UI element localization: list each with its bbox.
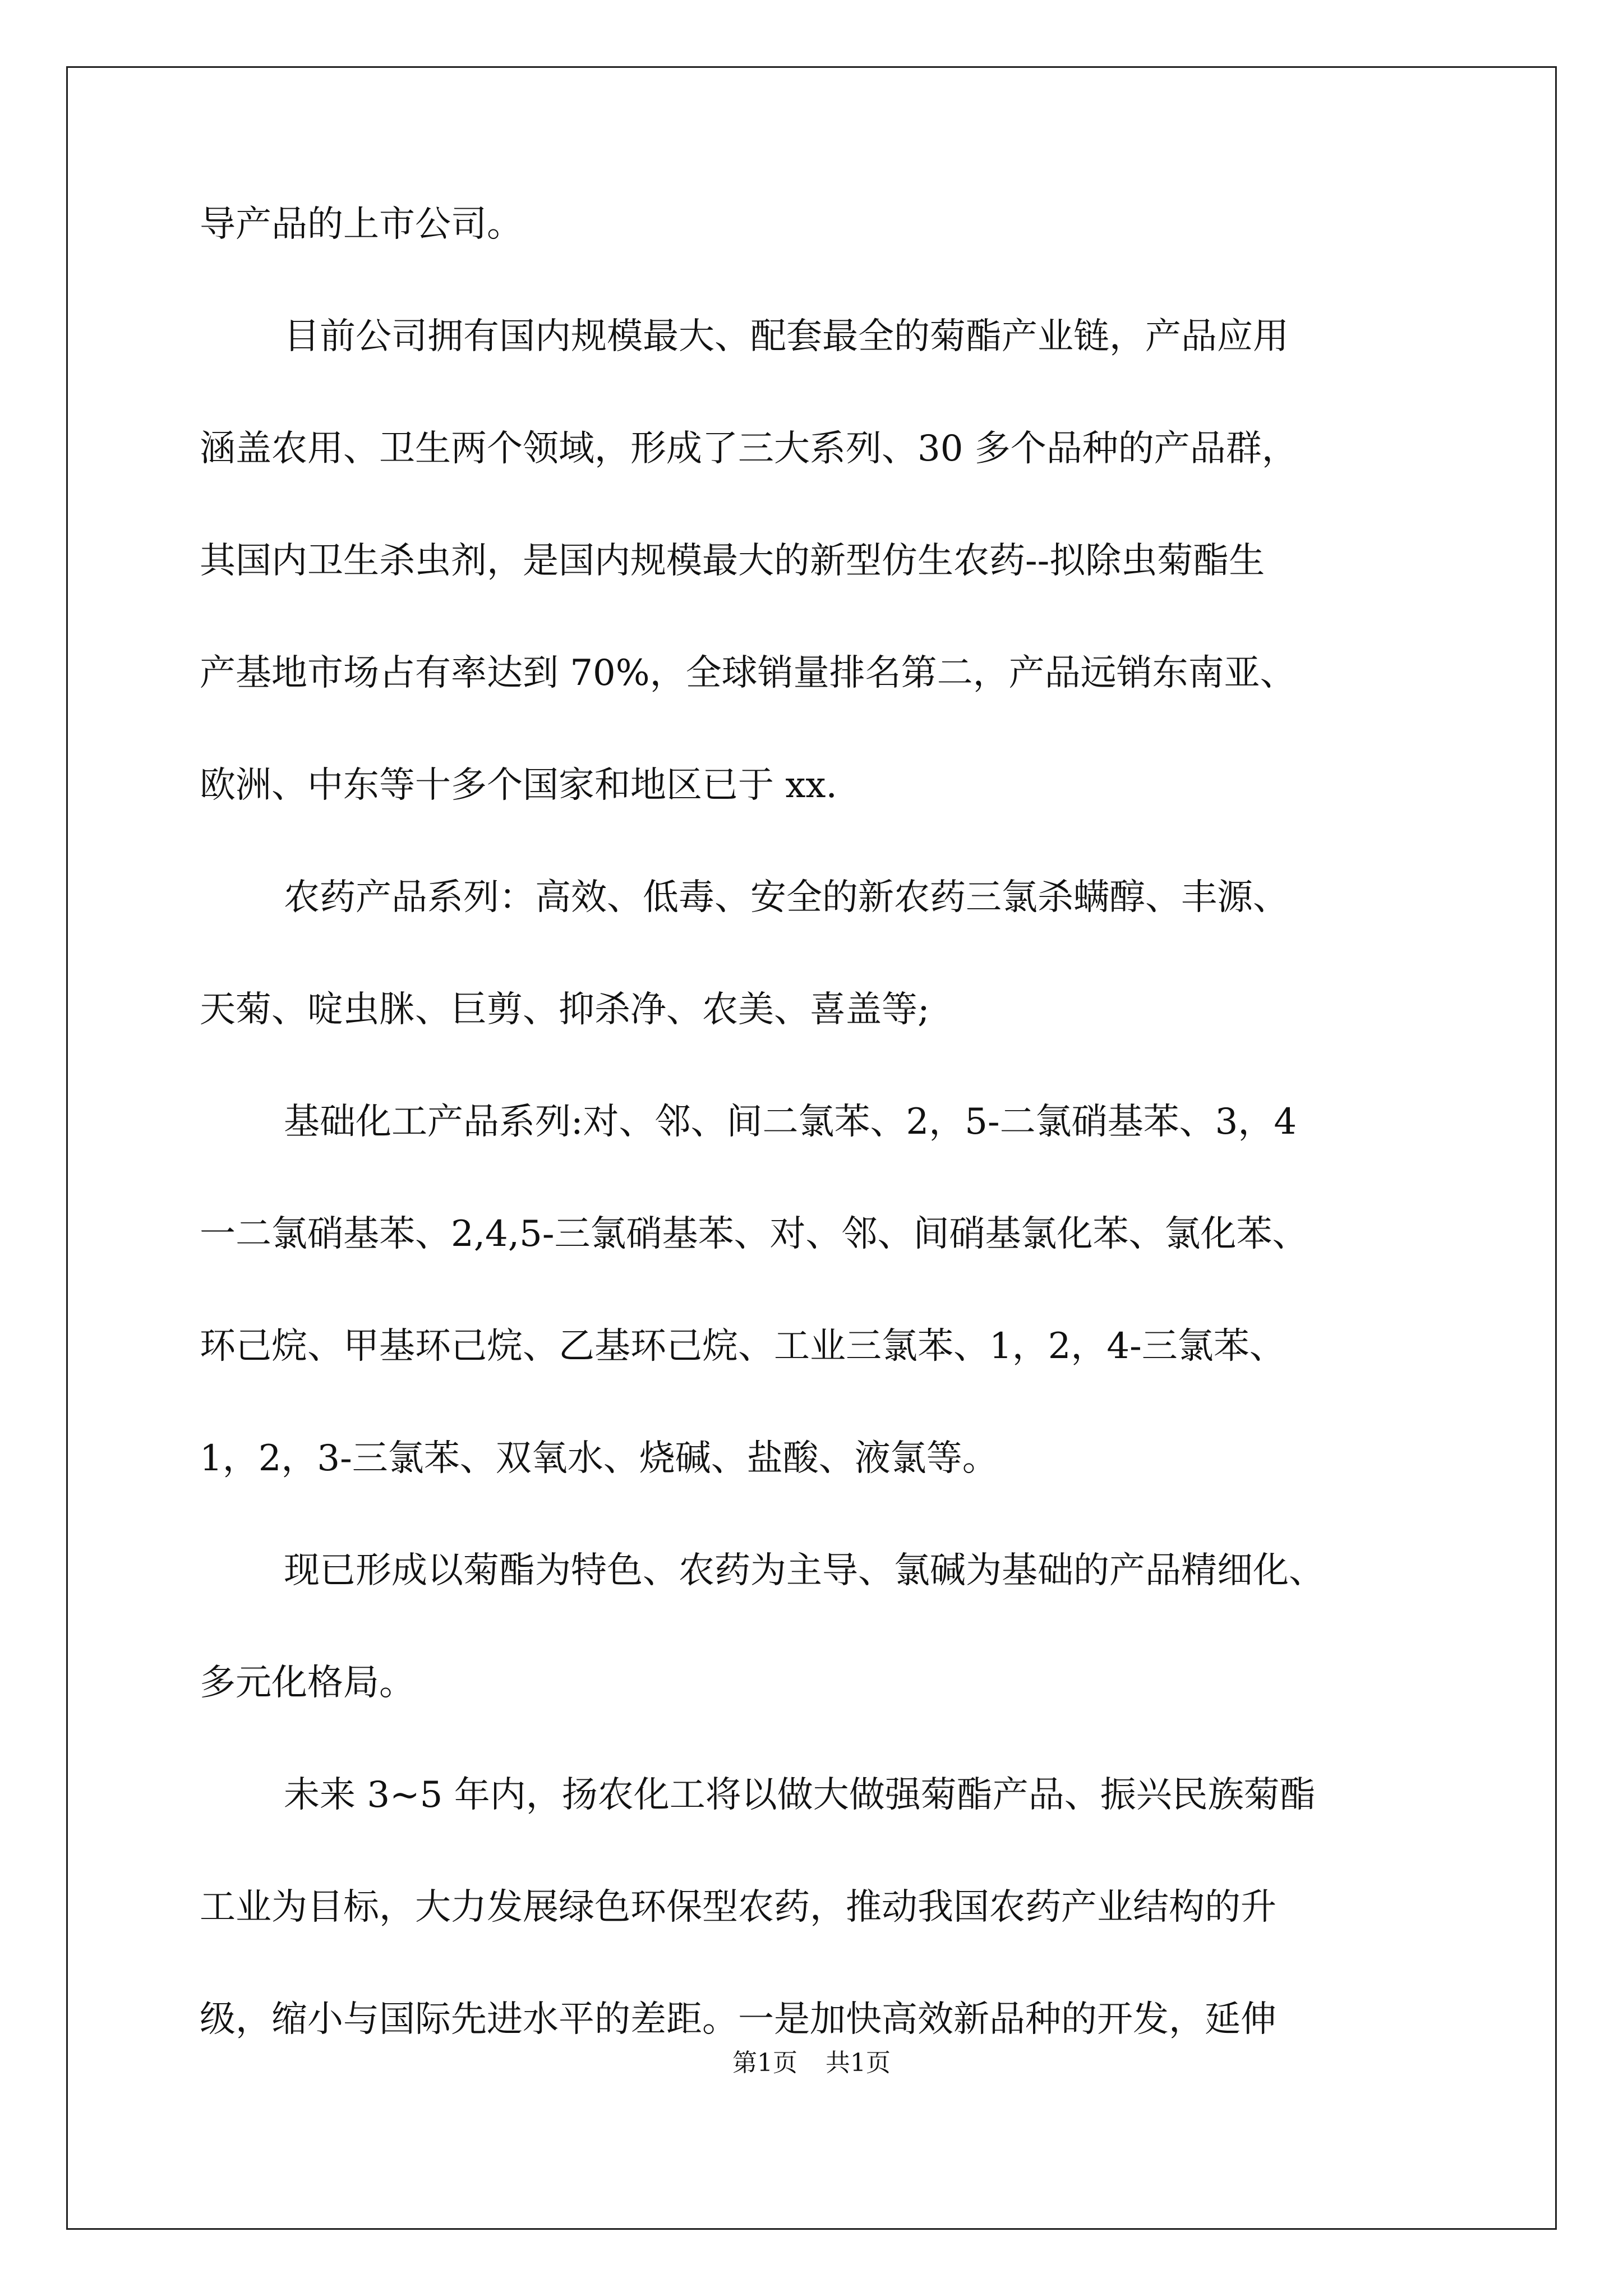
text-line: 1，2，3-三氯苯、双氧水、烧碱、盐酸、液氯等。 [200, 1438, 998, 1479]
text-line: 其国内卫生杀虫剂，是国内规模最大的新型仿生农药--拟除虫菊酯生 [200, 540, 1265, 582]
text-line: 多元化格局。 [200, 1662, 415, 1704]
text-line: 天菊、啶虫脒、巨剪、抑杀净、农美、喜盖等; [200, 989, 930, 1030]
text-line: 级，缩小与国际先进水平的差距。一是加快高效新品种的开发，延伸 [200, 1999, 1276, 2040]
text-line: 导产品的上市公司。 [200, 204, 523, 245]
text-line: 未来 3~5 年内，扬农化工将以做大做强菊酯产品、振兴民族菊酯 [284, 1774, 1316, 1816]
text-line: 现已形成以菊酯为特色、农药为主导、氯碱为基础的产品精细化、 [284, 1550, 1325, 1591]
text-line: 欧洲、中东等十多个国家和地区已于 xx. [200, 765, 837, 806]
text-line: 涵盖农用、卫生两个领域，形成了三大系列、30 多个品种的产品群， [200, 428, 1298, 470]
page-footer [0, 2047, 1623, 2079]
page-total: 共1页 [826, 2049, 891, 2077]
text-line: 环己烷、甲基环己烷、乙基环己烷、工业三氯苯、1，2，4-三氯苯、 [200, 1326, 1285, 1367]
text-line: 一二氯硝基苯、2,4,5-三氯硝基苯、对、邻、间硝基氯化苯、氯化苯、 [200, 1213, 1308, 1255]
text-line: 农药产品系列：高效、低毒、安全的新农药三氯杀螨醇、丰源、 [284, 877, 1289, 918]
text-line: 基础化工产品系列:对、邻、间二氯苯、2，5-二氯硝基苯、3，4 [284, 1101, 1297, 1143]
text-line: 目前公司拥有国内规模最大、配套最全的菊酯产业链，产品应用 [284, 316, 1289, 357]
text-line: 产基地市场占有率达到 70%，全球销量排名第二，产品远销东南亚、 [200, 652, 1296, 694]
text-line: 工业为目标，大力发展绿色环保型农药，推动我国农药产业结构的升 [200, 1887, 1276, 1928]
page-number: 第1页 [732, 2049, 797, 2077]
